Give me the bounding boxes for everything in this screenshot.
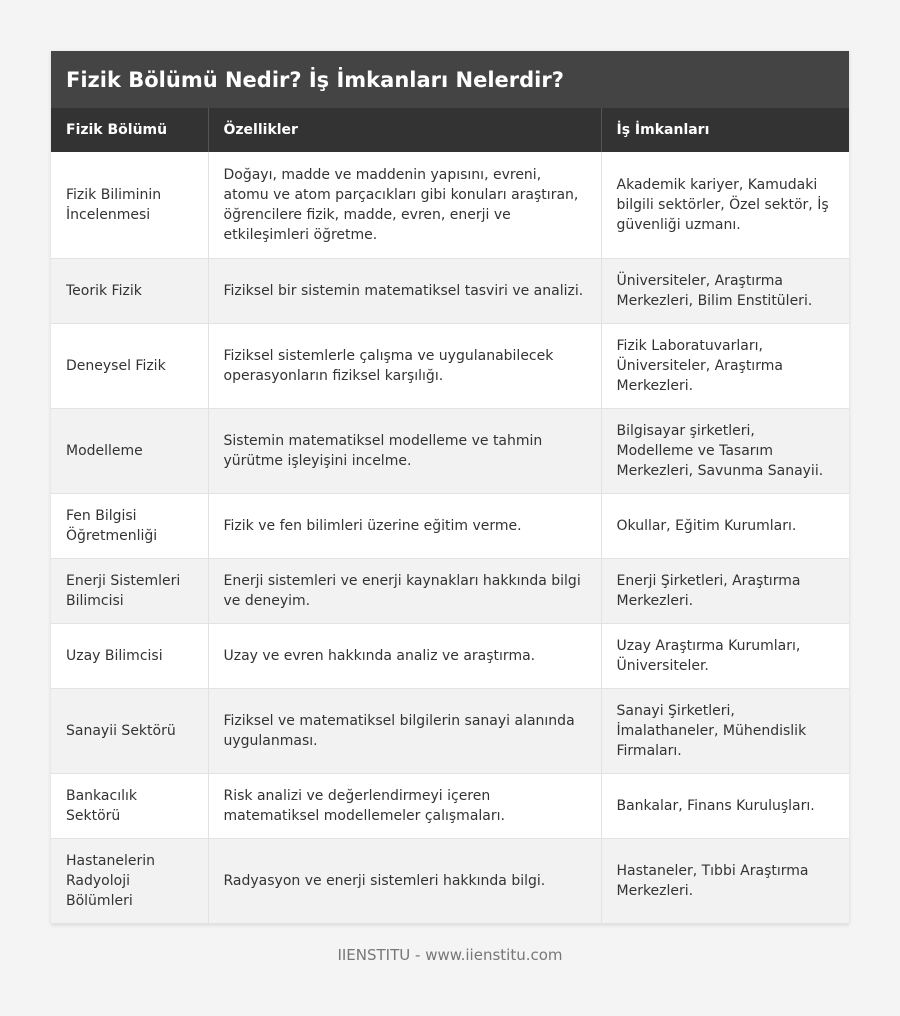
cell-bolum: Fen Bilgisi Öğretmenliği: [51, 493, 208, 558]
cell-ozellikler: Fiziksel sistemlerle çalışma ve uygulanabilecek operasyonların fiziksel karşılığı.: [208, 323, 601, 408]
cell-bolum: Deneysel Fizik: [51, 323, 208, 408]
table-header-row: [51, 108, 849, 152]
cell-bolum: Sanayii Sektörü: [51, 688, 208, 773]
column-header-imkanlar: İş İmkanları: [601, 108, 849, 152]
cell-ozellikler: Enerji sistemleri ve enerji kaynakları hakkında bilgi ve deneyim.: [208, 558, 601, 623]
cell-imkanlar: Okullar, Eğitim Kurumları.: [601, 493, 849, 558]
cell-bolum: Uzay Bilimcisi: [51, 623, 208, 688]
table-row: [51, 258, 849, 323]
table-row: [51, 773, 849, 838]
cell-ozellikler: Fiziksel bir sistemin matematiksel tasviri ve analizi.: [208, 258, 601, 323]
cell-imkanlar: Üniversiteler, Araştırma Merkezleri, Bilim Enstitüleri.: [601, 258, 849, 323]
cell-ozellikler: Radyasyon ve enerji sistemleri hakkında bilgi.: [208, 838, 601, 923]
cell-bolum: Fizik Biliminin İncelenmesi: [51, 152, 208, 258]
cell-bolum: Teorik Fizik: [51, 258, 208, 323]
table-row: [51, 558, 849, 623]
table-row: [51, 623, 849, 688]
table-row: [51, 838, 849, 923]
page-title: Fizik Bölümü Nedir? İş İmkanları Nelerdir?: [51, 51, 849, 108]
cell-ozellikler: Sistemin matematiksel modelleme ve tahmin yürütme işleyişini incelme.: [208, 408, 601, 493]
table-row: [51, 152, 849, 258]
column-header-ozellikler: Özellikler: [208, 108, 601, 152]
cell-imkanlar: Bilgisayar şirketleri, Modelleme ve Tasarım Merkezleri, Savunma Sanayii.: [601, 408, 849, 493]
cell-imkanlar: Enerji Şirketleri, Araştırma Merkezleri.: [601, 558, 849, 623]
footer-credit: IIENSTITU - www.iienstitu.com: [337, 946, 563, 964]
cell-bolum: Enerji Sistemleri Bilimcisi: [51, 558, 208, 623]
table-row: [51, 493, 849, 558]
cell-bolum: Modelleme: [51, 408, 208, 493]
cell-imkanlar: Hastaneler, Tıbbi Araştırma Merkezleri.: [601, 838, 849, 923]
table-row: [51, 323, 849, 408]
cell-imkanlar: Bankalar, Finans Kuruluşları.: [601, 773, 849, 838]
cell-imkanlar: Fizik Laboratuvarları, Üniversiteler, Araştırma Merkezleri.: [601, 323, 849, 408]
cell-ozellikler: Doğayı, madde ve maddenin yapısını, evreni, atomu ve atom parçacıkları gibi konuları araştıran, öğrencilere fizik, madde, evren, enerji ve etkileşimleri öğretme.: [208, 152, 601, 258]
cell-imkanlar: Uzay Araştırma Kurumları, Üniversiteler.: [601, 623, 849, 688]
table-card: [51, 51, 849, 924]
cell-bolum: Bankacılık Sektörü: [51, 773, 208, 838]
cell-imkanlar: Akademik kariyer, Kamudaki bilgili sektörler, Özel sektör, İş güvenliği uzmanı.: [601, 152, 849, 258]
career-table: [51, 108, 849, 924]
cell-ozellikler: Fizik ve fen bilimleri üzerine eğitim verme.: [208, 493, 601, 558]
cell-imkanlar: Sanayi Şirketleri, İmalathaneler, Mühendislik Firmaları.: [601, 688, 849, 773]
table-row: [51, 688, 849, 773]
cell-bolum: Hastanelerin Radyoloji Bölümleri: [51, 838, 208, 923]
cell-ozellikler: Uzay ve evren hakkında analiz ve araştırma.: [208, 623, 601, 688]
column-header-bolum: Fizik Bölümü: [51, 108, 208, 152]
table-row: [51, 408, 849, 493]
cell-ozellikler: Risk analizi ve değerlendirmeyi içeren matematiksel modellemeler çalışmaları.: [208, 773, 601, 838]
cell-ozellikler: Fiziksel ve matematiksel bilgilerin sanayi alanında uygulanması.: [208, 688, 601, 773]
